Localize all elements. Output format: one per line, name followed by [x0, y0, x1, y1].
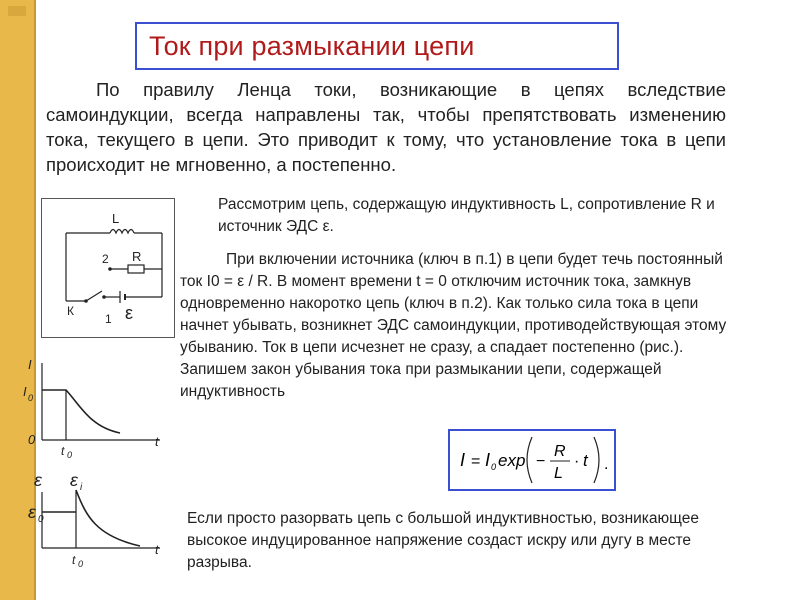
paragraph-circuit-intro: Рассмотрим цепь, содержащую индуктивность L, сопротивление R и источник ЭДС ε. — [218, 196, 715, 235]
formula-eq: = — [471, 453, 481, 470]
formula-minus: − — [536, 453, 546, 470]
contact-2 — [108, 267, 112, 271]
formula-period: . — [604, 456, 609, 473]
current-i0-label: I — [23, 384, 27, 399]
emf0-sub: 0 — [38, 514, 44, 525]
label-1: 1 — [105, 312, 112, 326]
paragraph-spark-note: Если просто разорвать цепь с большой индуктивностью, возникающее высокое индуцированное напряжение создаст искру или дугу в месте разрыва. — [187, 510, 699, 571]
intro-paragraph: По правилу Ленца токи, возникающие в цепях вследствие самоиндукции, всегда направлены так, чтобы препятствовать изменению тока, текущего в цепи. Это приводит к тому, что установление тока в цепи происходит не мгновенно, а постепенно. — [46, 79, 726, 175]
emf-t0-sub: 0 — [78, 559, 84, 569]
current-y-label: I — [28, 357, 32, 372]
resistor — [128, 265, 144, 273]
switch-blade — [86, 291, 102, 301]
emfi-label: ε — [70, 470, 78, 490]
formula-dot: · — [574, 453, 580, 470]
current-i0-sub: 0 — [28, 393, 34, 403]
current-x-label: t — [155, 434, 159, 449]
formula-coef: I — [485, 450, 491, 470]
circuit-svg — [42, 199, 176, 339]
current-t0-label: t — [61, 444, 65, 458]
current-curve — [42, 390, 120, 433]
label-L: L — [112, 211, 120, 226]
contact-1 — [102, 295, 106, 299]
formula-paren-left — [527, 437, 532, 483]
label-emf: ε — [125, 303, 134, 323]
current-decay-graph — [20, 355, 170, 460]
formula-coef-sub: 0 — [491, 462, 497, 472]
formula-func: exp — [498, 451, 526, 470]
emf-induced-curve — [76, 490, 140, 546]
emf-graph — [20, 470, 170, 575]
sidebar-tab-mark — [8, 6, 26, 16]
paragraph-explanation-text: При включении источника (ключ в п.1) в цепи будет течь постоянный ток I0 = ε / R. В момент времени t = 0 отключим источник тока, замкнув одновременно накоротко цепь (ключ в п.2). Как только сила тока в цепи начнет убывать, возникнет ЭДС самоиндукции, противодействующая этому убыванию. Ток в цепи исчезнет не сразу, а спадает постепенно (рис.). Запишем закон убывания тока при размыкании цепи, содержащей индуктивность — [180, 251, 727, 400]
label-R: R — [132, 249, 142, 264]
label-2: 2 — [102, 252, 109, 266]
circuit-diagram — [41, 198, 175, 338]
current-origin: 0 — [28, 432, 36, 447]
inductor-coil — [110, 230, 134, 234]
emf-x-label: t — [155, 542, 159, 557]
label-K: К — [67, 304, 74, 318]
formula-numerator: R — [554, 443, 566, 460]
emfi-sub: i — [80, 482, 83, 493]
formula-denominator: L — [554, 465, 563, 482]
paragraph-explanation — [180, 249, 740, 403]
switch-pivot — [84, 299, 88, 303]
slide-title: Ток при размыкании цепи — [149, 30, 475, 61]
emf-label: ε — [34, 470, 42, 490]
emf0-label: ε — [28, 502, 36, 522]
title-frame — [135, 22, 619, 70]
emf-t0-label: t — [72, 553, 76, 567]
formula-lhs: I — [460, 450, 466, 470]
decay-formula — [450, 431, 614, 489]
current-t0-sub: 0 — [67, 450, 73, 460]
formula-paren-right — [594, 437, 599, 483]
formula-frame — [448, 429, 616, 491]
formula-t: t — [583, 451, 588, 470]
